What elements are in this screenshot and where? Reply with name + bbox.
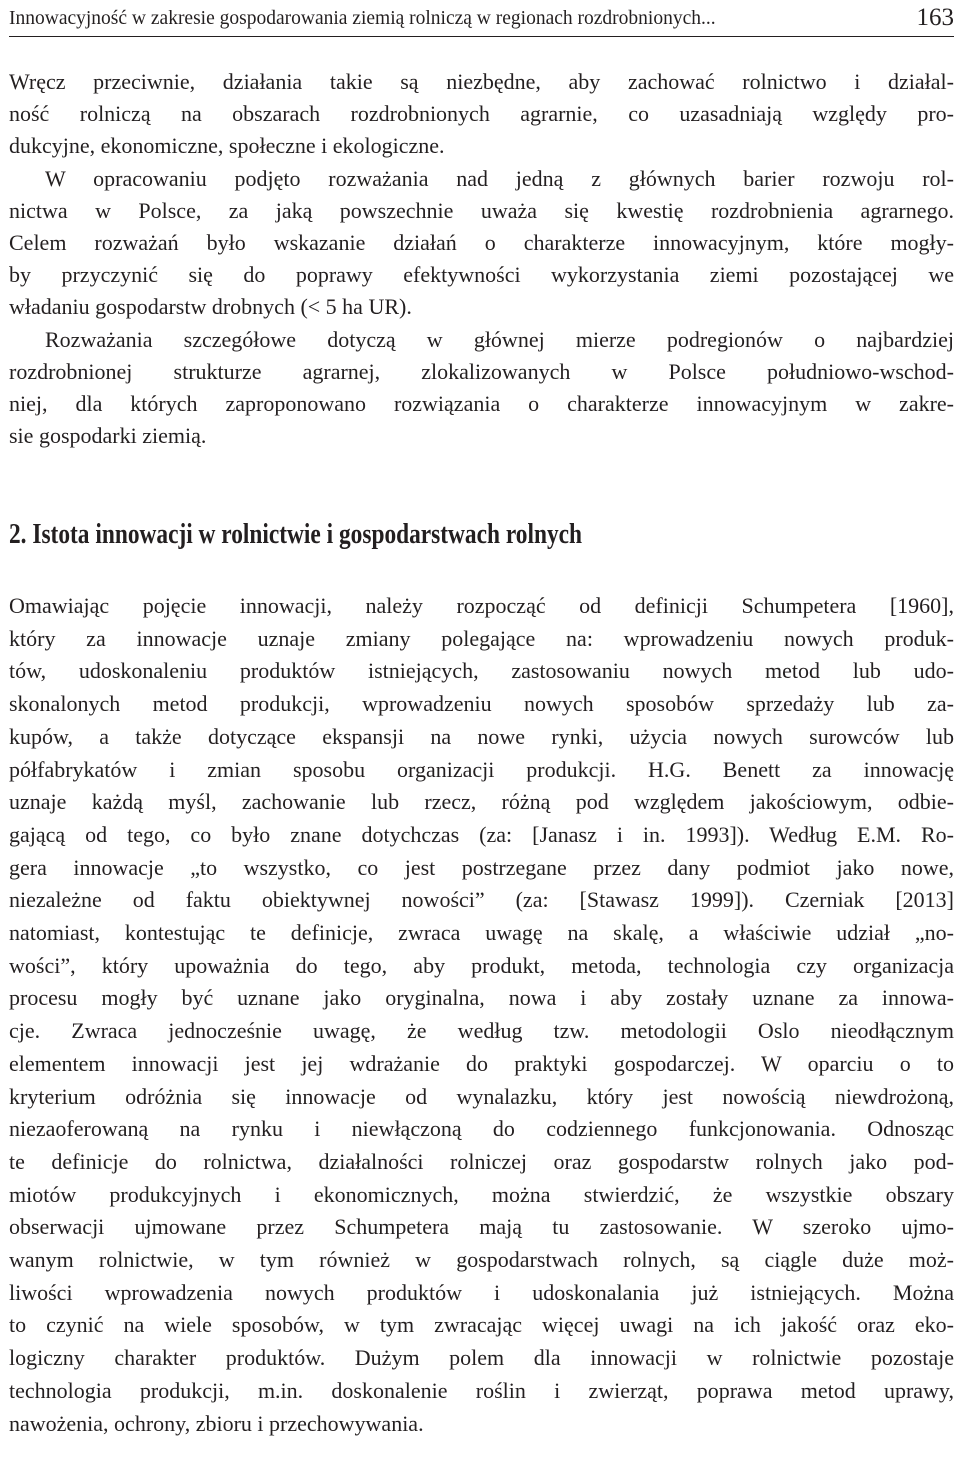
- text-line: sie gospodarki ziemią.: [9, 423, 207, 449]
- text-line: Omawiając pojęcie innowacji, należy rozpocząć od definicji Schumpetera [1960],: [9, 593, 954, 618]
- text-line: Celem rozważań było wskazanie działań o charakterze innowacyjnym, które mogły-: [9, 230, 954, 256]
- text-line: gera innowacje „to wszystko, co jest postrzegane przez dany podmiot jako nowe,: [9, 854, 954, 880]
- text-line: natomiast, kontestując te definicje, zwraca uwagę na skalę, a właściwie udział „no-: [9, 920, 954, 946]
- text-line: wości”, który upoważnia do tego, aby produkt, metoda, technologia czy organizacja: [9, 952, 954, 978]
- text-line: W opracowaniu podjęto rozważania nad jedną z głównych barier rozwoju rol-: [45, 165, 954, 191]
- running-title: Innowacyjność w zakresie gospodarowania ziemią rolniczą w regionach rozdrobnionych...: [9, 8, 716, 29]
- text-line: elementem innowacji jest jej wdrażanie do praktyki gospodarczej. W oparciu o to: [9, 1050, 954, 1076]
- text-line: Rozważania szczegółowe dotyczą w głównej mierze podregionów o najbardziej: [45, 326, 954, 352]
- text-line: kryterium odróżnia się innowacje od wynalazku, który jest nowością niewdrożoną,: [9, 1083, 954, 1109]
- text-line: niej, dla których zaproponowano rozwiązania o charakterze innowacyjnym w zakre-: [9, 391, 954, 417]
- text-line: technologia produkcji, m.in. doskonalenie roślin i zwierząt, poprawa metod uprawy,: [9, 1377, 954, 1403]
- text-line: skonalonych metod produkcji, wprowadzeniu nowych sposobów sprzedaży lub za-: [9, 691, 954, 717]
- text-line: półfabrykatów i zmian sposobu organizacji produkcji. H.G. Benett za innowację: [9, 756, 954, 782]
- text-line: to czynić na wiele sposobów, w tym zwracając więcej uwagi na ich jakość oraz eko-: [9, 1312, 954, 1338]
- text-line: dukcyjne, ekonomiczne, społeczne i ekologiczne.: [9, 133, 445, 159]
- text-line: Wręcz przeciwnie, działania takie są niezbędne, aby zachować rolnictwo i działal-: [9, 69, 954, 94]
- text-line: cje. Zwraca jednocześnie uwagę, że według tzw. metodologii Oslo nieodłącznym: [9, 1018, 954, 1044]
- text-line: kupów, a także dotyczące ekspansji na nowe rynki, użycia nowych surowców lub: [9, 723, 954, 749]
- text-line: rozdrobnionej strukturze agrarnej, zlokalizowanych w Polsce południowo-wschod-: [9, 358, 954, 384]
- text-line: wanym rolnictwie, w tym również w gospodarstwach rolnych, są ciągle duże moż-: [9, 1247, 954, 1273]
- text-line: logiczny charakter produktów. Dużym polem dla innowacji w rolnictwie pozostaje: [9, 1345, 954, 1371]
- text-line: liwości wprowadzenia nowych produktów i udoskonalania już istniejących. Można: [9, 1279, 954, 1305]
- text-line: niezaoferowaną na rynku i niewłączoną do codziennego funkcjonowania. Odnosząc: [9, 1116, 954, 1142]
- section-heading: 2. Istota innowacji w rolnictwie i gospodarstwach rolnych: [9, 519, 583, 550]
- page-number: 163: [916, 4, 954, 31]
- text-line: nawożenia, ochrony, zbioru i przechowywania.: [9, 1410, 424, 1436]
- text-line: uznaje każdą myśl, zachowanie lub rzecz, różną pod względem jakościowym, odbie-: [9, 789, 954, 815]
- text-line: gającą od tego, co było znane dotychczas (za: [Janasz i in. 1993]). Według E.M. Ro-: [9, 821, 954, 847]
- text-line: obserwacji ujmowane przez Schumpetera mają tu zastosowanie. W szeroko ujmo-: [9, 1214, 954, 1240]
- text-line: by przyczynić się do poprawy efektywności wykorzystania ziemi pozostającej we: [9, 262, 954, 288]
- text-line: tów, udoskonaleniu produktów istniejących, zastosowaniu nowych metod lub udo-: [9, 658, 954, 684]
- text-line: niezależne od faktu obiektywnej nowości” (za: [Stawasz 1999]). Czerniak [2013]: [9, 887, 954, 913]
- intro-paragraphs: [9, 66, 954, 452]
- running-header: [9, 6, 954, 37]
- body-paragraph: [9, 590, 954, 1440]
- text-line: nictwa w Polsce, za jaką powszechnie uważa się kwestię rozdrobnienia agrarnego.: [9, 197, 954, 223]
- text-line: który za innowacje uznaje zmiany polegające na: wprowadzeniu nowych produk-: [9, 625, 954, 651]
- text-line: procesu mogły być uznane jako oryginalna, nowa i aby zostały uznane za innowa-: [9, 985, 954, 1011]
- text-line: władaniu gospodarstw drobnych (< 5 ha UR).: [9, 294, 412, 320]
- text-line: miotów produkcyjnych i ekonomicznych, można stwierdzić, że wszystkie obszary: [9, 1181, 954, 1207]
- text-line: ność rolniczą na obszarach rozdrobnionych agrarnie, co uzasadniają względy pro-: [9, 101, 954, 127]
- text-line: te definicje do rolnictwa, działalności rolniczej oraz gospodarstw rolnych jako pod-: [9, 1148, 954, 1174]
